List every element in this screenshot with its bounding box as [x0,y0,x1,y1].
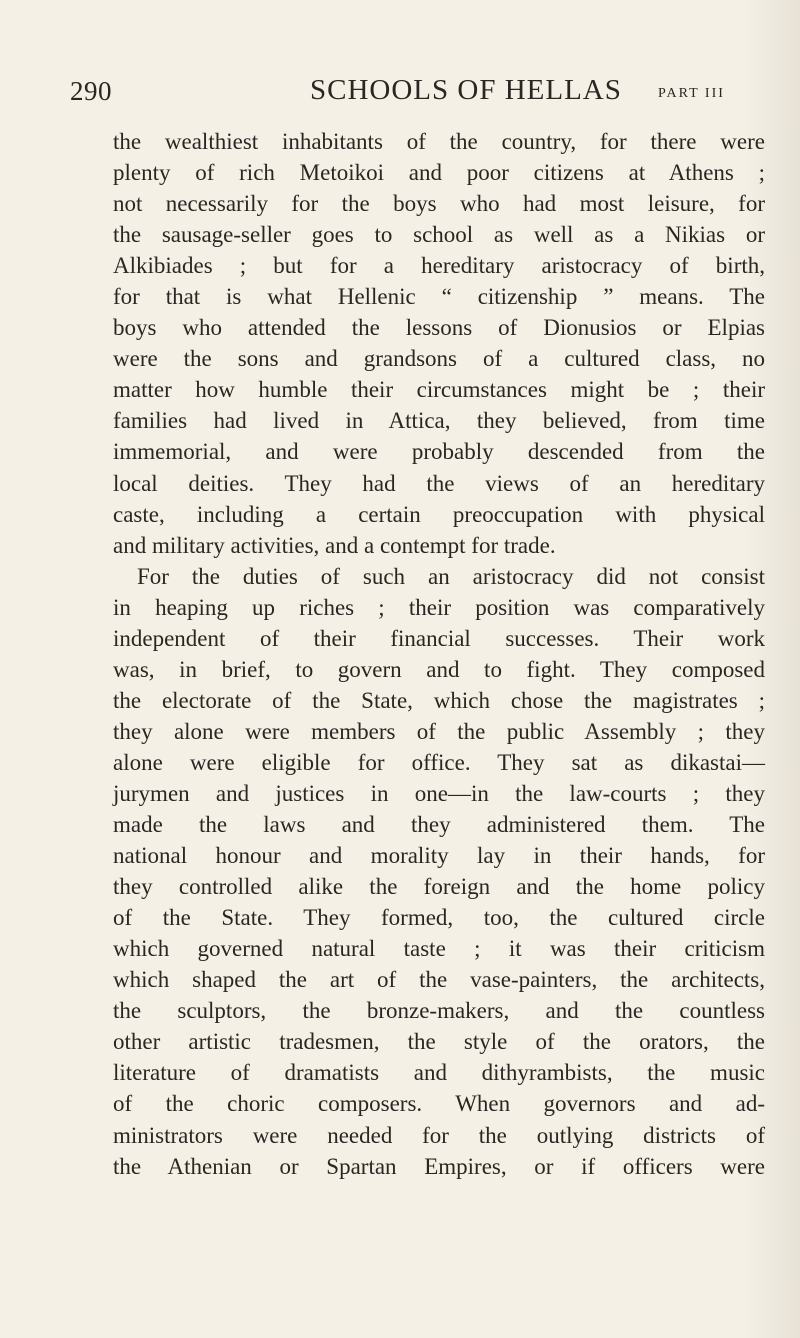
text-line: the Athenian or Spartan Empires, or if officers were [113,1153,765,1179]
text-line: made the laws and they administered them. The [113,812,765,838]
text-line: which shaped the art of the vase-painters, the architects, [113,967,765,993]
text-line: caste, including a certain preoccupation with physical [113,501,765,527]
text-line: alone were eligible for office. They sat as dikastai— [113,749,765,775]
text-line: for that is what Hellenic “ citizenship ” means. The [113,284,765,310]
text-line: independent of their financial successes. Their work [113,625,765,651]
text-line: families had lived in Attica, they believed, from time [113,408,765,434]
text-line: Alkibiades ; but for a hereditary aristocracy of birth, [113,253,765,279]
text-line: the electorate of the State, which chose the magistrates ; [113,687,765,713]
text-line: of the choric composers. When governors and ad- [113,1091,765,1117]
text-line: national honour and morality lay in their hands, for [113,843,765,869]
text-line: the wealthiest inhabitants of the country, for there were [113,129,765,154]
running-head [70,72,770,112]
text-line: not necessarily for the boys who had most leisure, for [113,191,765,217]
text-line: the sculptors, the bronze-makers, and the countless [113,998,765,1024]
text-line: matter how humble their circumstances might be ; their [113,377,765,403]
text-line: jurymen and justices in one—in the law-courts ; they [113,780,765,806]
text-line: local deities. They had the views of an hereditary [113,470,765,496]
text-line: literature of dramatists and dithyrambists, the music [113,1060,765,1086]
text-line: in heaping up riches ; their position was comparatively [113,594,765,620]
text-line: ministrators were needed for the outlying districts of [113,1122,765,1148]
running-part: PART III [658,86,725,101]
text-line: For the duties of such an aristocracy did not consist [137,563,765,589]
text-line: and military activities, and a contempt for trade. [113,532,556,558]
text-line: was, in brief, to govern and to fight. They composed [113,656,765,682]
text-line: boys who attended the lessons of Dionusios or Elpias [113,315,765,341]
text-line: were the sons and grandsons of a cultured class, no [113,346,765,372]
text-line: other artistic tradesmen, the style of the orators, the [113,1029,765,1055]
body-text [113,126,765,1182]
text-line: plenty of rich Metoikoi and poor citizens at Athens ; [113,160,765,186]
text-line: of the State. They formed, too, the cultured circle [113,905,765,931]
running-title: SCHOOLS OF HELLAS [310,74,622,106]
text-line: they controlled alike the foreign and the home policy [113,874,765,900]
text-line: they alone were members of the public Assembly ; they [113,718,765,744]
text-line: the sausage-seller goes to school as well as a Nikias or [113,222,765,248]
text-line: immemorial, and were probably descended from the [113,439,765,465]
text-line: which governed natural taste ; it was their criticism [113,936,765,962]
page-number: 290 [70,76,112,106]
